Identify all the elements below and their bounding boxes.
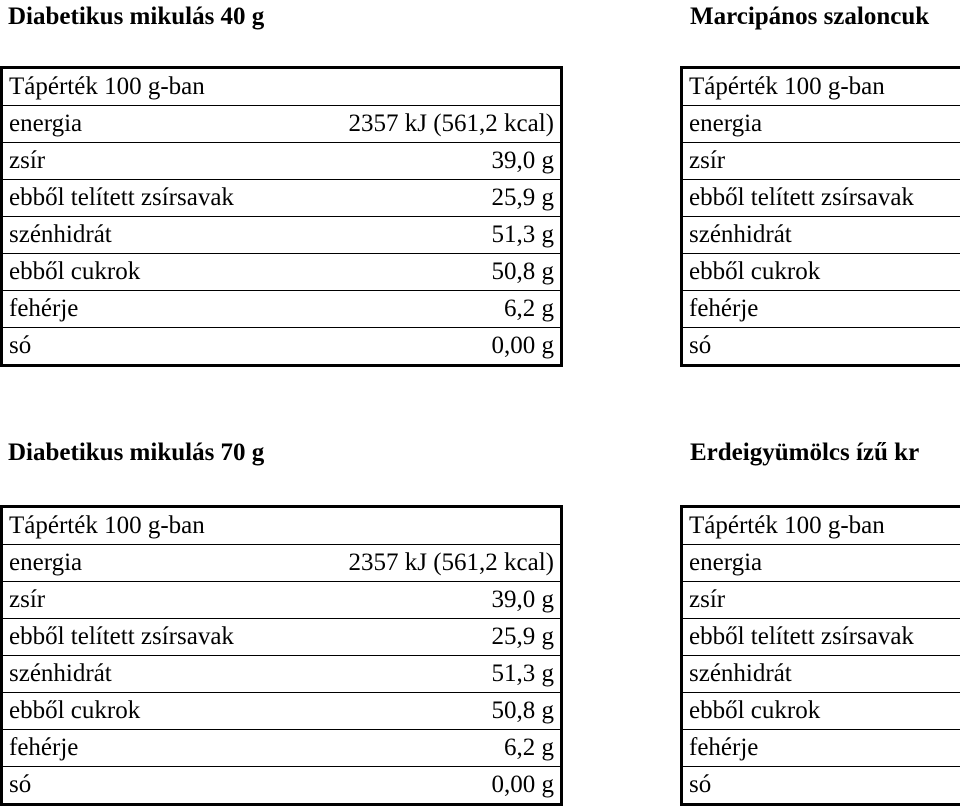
table-header: Tápérték 100 g-ban [689,512,885,539]
table-header-row [2,68,562,106]
product-title: Marcipános szaloncuk [690,3,930,30]
table-row [682,143,960,180]
nutrient-value: 6,2 g [287,291,562,328]
nutrient-label: szénhidrát [682,656,960,693]
nutrition-table [680,66,960,367]
product-title: Diabetikus mikulás 40 g [8,3,265,30]
product-block-2 [680,0,960,370]
product-block-3 [8,436,560,806]
nutrient-label: ebből cukrok [682,254,960,291]
table-row [682,730,960,767]
nutrient-label: zsír [682,582,960,619]
nutrient-label: ebből telített zsírsavak [682,180,960,217]
table-row [682,582,960,619]
product-title: Erdeigyümölcs ízű kr [690,439,920,466]
nutrition-table [680,505,960,806]
nutrient-label: energia [2,106,287,143]
table-row [682,328,960,366]
nutrient-label: fehérje [2,730,287,767]
nutrient-label: fehérje [2,291,287,328]
nutrient-label: ebből cukrok [2,254,287,291]
table-row [2,693,562,730]
nutrient-label: ebből telített zsírsavak [2,180,287,217]
table-row [2,254,562,291]
nutrient-label: fehérje [682,730,960,767]
nutrient-label: szénhidrát [682,217,960,254]
nutrient-label: só [2,328,287,366]
nutrient-label: energia [2,545,287,582]
product-block-4 [680,436,960,806]
table-header: Tápérték 100 g-ban [9,73,205,100]
nutrient-label: só [682,767,960,805]
nutrient-label: zsír [682,143,960,180]
table-row [682,693,960,730]
nutrient-label: szénhidrát [2,656,287,693]
nutrient-label: energia [682,106,960,143]
table-row [2,328,562,366]
table-row [2,143,562,180]
table-row [2,730,562,767]
nutrient-label: zsír [2,143,287,180]
table-header: Tápérték 100 g-ban [9,512,205,539]
table-row [2,106,562,143]
nutrient-label: energia [682,545,960,582]
table-row [2,767,562,805]
table-header-row [682,507,960,545]
product-block-1 [8,0,560,370]
table-header: Tápérték 100 g-ban [689,73,885,100]
nutrient-value: 0,00 g [287,328,562,366]
table-row [2,545,562,582]
nutrient-value: 25,9 g [287,180,562,217]
nutrient-label: só [2,767,287,805]
table-row [682,656,960,693]
product-title: Diabetikus mikulás 70 g [8,439,265,466]
nutrient-value: 0,00 g [287,767,562,805]
nutrient-value: 2357 kJ (561,2 kcal) [287,545,562,582]
table-row [2,619,562,656]
table-row [682,767,960,805]
nutrient-label: zsír [2,582,287,619]
nutrition-table [0,66,563,367]
nutrient-label: ebből cukrok [682,693,960,730]
table-row [682,619,960,656]
table-row [682,545,960,582]
nutrient-value: 51,3 g [287,217,562,254]
table-header-row [682,68,960,106]
table-row [682,217,960,254]
table-row [2,291,562,328]
nutrient-value: 50,8 g [287,693,562,730]
nutrient-label: ebből telített zsírsavak [682,619,960,656]
nutrient-value: 2357 kJ (561,2 kcal) [287,106,562,143]
table-row [682,180,960,217]
nutrient-value: 39,0 g [287,582,562,619]
nutrient-label: ebből cukrok [2,693,287,730]
table-row [2,180,562,217]
nutrient-label: ebből telített zsírsavak [2,619,287,656]
nutrient-value: 25,9 g [287,619,562,656]
nutrient-value: 50,8 g [287,254,562,291]
nutrient-label: só [682,328,960,366]
table-row [2,582,562,619]
table-row [682,291,960,328]
table-row [2,217,562,254]
nutrient-label: szénhidrát [2,217,287,254]
nutrient-value: 6,2 g [287,730,562,767]
nutrient-value: 39,0 g [287,143,562,180]
table-row [682,254,960,291]
nutrient-label: fehérje [682,291,960,328]
nutrient-value: 51,3 g [287,656,562,693]
table-header-row [2,507,562,545]
table-row [682,106,960,143]
nutrition-table [0,505,563,806]
table-row [2,656,562,693]
